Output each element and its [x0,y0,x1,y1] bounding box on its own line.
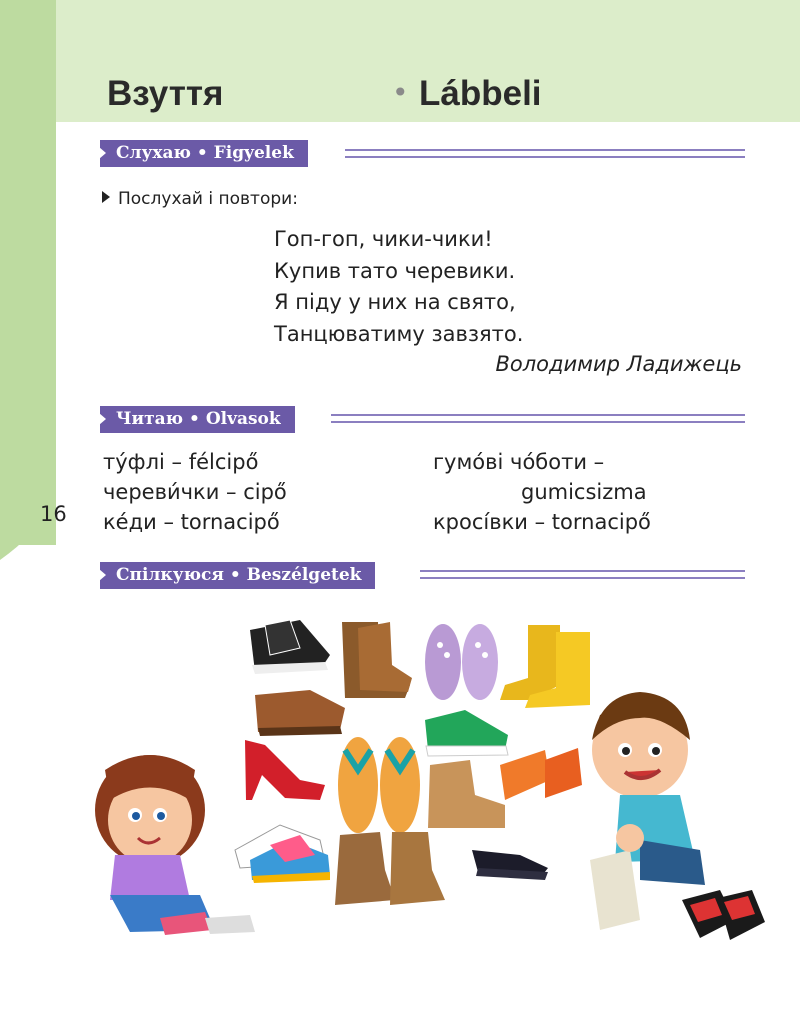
vocab-item: gumicsizma [521,480,647,504]
vocab-item: ту́флі – félcipő [103,450,259,474]
page-title-ukrainian: Взуття [107,74,224,113]
section-read-rule [331,414,745,423]
shoes-illustration [0,600,800,960]
section-listen [100,138,308,168]
instruction [102,189,298,209]
section-read-label: Читаю • Olvasok [100,406,295,433]
vocab-item: гумо́ві чо́боти – [433,450,605,474]
poem [274,224,523,350]
green-sneakers-icon [425,710,508,756]
ballet-flats-icon [472,850,548,880]
section-talk [100,560,375,590]
work-boots-icon [428,760,505,828]
poem-line: Гоп-гоп, чики-чики! [274,227,493,251]
poem-author: Володимир Ладижець [495,352,742,376]
cowboy-boots-icon [342,622,412,698]
oxford-shoes-icon [255,690,345,736]
vocab-item: череви́чки – cipő [103,480,287,504]
section-talk-label: Спілкуюся • Beszélgetek [100,562,375,589]
lace-up-boots-icon [335,832,445,905]
slippers-icon [425,624,498,700]
poem-line: Я піду у них на свято, [274,290,516,314]
section-listen-rule [345,149,745,158]
poem-line: Купив тато черевики. [274,258,516,283]
high-heels-icon [245,740,325,800]
girl-figure [95,755,255,935]
section-listen-label: Слухаю • Figyelek [100,140,308,167]
page-title-hungarian: Lábbeli [419,74,542,113]
vocab-left [103,447,287,537]
boy-figure [590,692,705,930]
black-sneakers-icon [250,620,330,674]
section-read [100,404,295,434]
play-triangle-icon [102,191,110,203]
title-separator: • [392,76,409,109]
section-talk-rule [420,570,745,579]
page-number: 16 [40,502,67,526]
vocab-item: кросі́вки – tornacipő [433,510,651,534]
poem-line: Танцюватиму завзято. [274,321,524,346]
flip-flops-icon [338,737,420,833]
rubber-boots-icon [500,625,590,708]
vocab-item: ке́ди – tornacipő [103,510,280,534]
sandals-icon [500,748,582,800]
house-slippers-icon [682,890,765,940]
vocab-right [433,447,651,537]
instruction-text: Послухай і повтори: [118,189,298,209]
colorful-sneakers-icon [235,825,330,883]
